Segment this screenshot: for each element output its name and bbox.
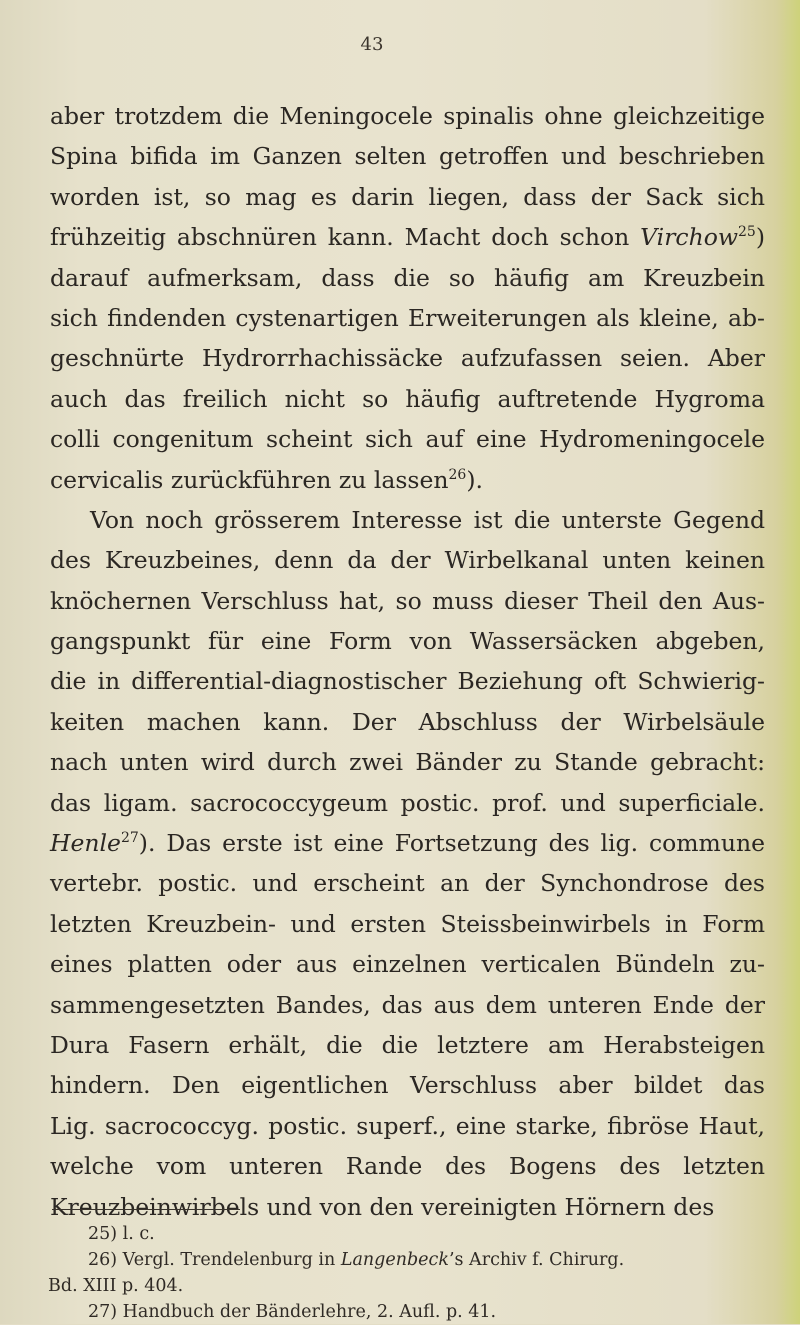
footnote-ref: 25 [738,224,756,241]
text-line: letzten Kreuzbein- und ersten Steissbeinwirbels in Form [50,909,765,938]
footnote-26 [48,1247,778,1273]
text-line: hindern. Den eigentlichen Verschluss aber bildet das [50,1071,765,1100]
text-line: nach unten wird durch zwei Bänder zu Stande gebracht: [50,748,765,777]
text-segment: ). Das erste ist eine Fortsetzung des lig. commune [138,829,765,858]
text-segment: frühzeitig abschnüren kann. Macht doch schon [50,223,641,252]
text-line [50,823,765,863]
text-line: Von noch grösserem Interesse ist die unterste Gegend [90,505,765,534]
text-segment: cervicalis zurückführen zu lassen [50,465,449,494]
footnote-25: 25) l. c. [88,1224,155,1244]
text-line: die in differential-diagnostischer Beziehung oft Schwierig- [50,667,765,696]
text-line: Lig. sacrococcyg. postic. superf., eine starke, fibröse Haut, [50,1111,765,1140]
text-line: aber trotzdem die Meningocele spinalis ohne gleichzeitige [50,102,765,130]
text-line: Spina bifida im Ganzen selten getroffen und beschrieben [50,142,765,171]
text-line [50,217,765,257]
footnote-ref: 27 [120,830,139,847]
text-line [50,460,765,500]
text-segment: ). [466,465,483,494]
body-text [50,96,765,1227]
text-line: darauf aufmerksam, dass die so häufig am Kreuzbein [50,263,765,292]
text-line: Kreuzbeinwirbels und von den vereinigten Hörnern des [50,1192,715,1221]
page-number: 43 [360,34,384,55]
text-line: vertebr. postic. und erscheint an der Synchondrose des [50,869,765,898]
footnote-divider [52,1209,240,1210]
author-name-langenbeck: Langenbeck [340,1250,449,1270]
text-line: auch das freilich nicht so häufig auftretende Hygroma [50,384,765,413]
text-line: geschnürte Hydrorrhachissäcke aufzufassen seien. Aber [50,344,765,373]
text-line: das ligam. sacrococcygeum postic. prof. und superficiale. [50,788,765,817]
text-line: sich findenden cystenartigen Erweiterungen als kleine, ab- [50,303,765,332]
footnote-27: 27) Handbuch der Bänderlehre, 2. Aufl. p. 41. [88,1302,497,1322]
text-segment: 26) Vergl. Trendelenburg in [88,1250,341,1270]
text-segment: ’s Archiv f. Chirurg. [448,1250,625,1270]
footnote-26-continued: Bd. XIII p. 404. [48,1276,184,1296]
text-line: welche vom unteren Rande des Bogens des letzten [50,1152,765,1181]
footnotes [48,1221,778,1325]
text-line: eines platten oder aus einzelnen verticalen Bündeln zu- [50,950,765,979]
text-line: gangspunkt für eine Form von Wassersäcken abgeben, [50,627,765,656]
text-line: sammengesetzten Bandes, das aus dem unteren Ende der [50,990,765,1019]
text-line: worden ist, so mag es darin liegen, dass der Sack sich [50,182,765,211]
text-line: knöchernen Verschluss hat, so muss dieser Theil den Aus- [50,586,765,615]
author-name-henle: Henle [50,829,121,858]
text-line: keiten machen kann. Der Abschluss der Wirbelsäule [50,707,765,736]
text-segment: ) [755,223,765,252]
text-line: colli congenitum scheint sich auf eine Hydromeningocele [50,425,765,454]
text-line: des Kreuzbeines, denn da der Wirbelkanal unten keinen [50,546,765,575]
author-name-virchow: Virchow [640,223,738,252]
footnote-ref: 26 [448,466,467,483]
text-line: Dura Fasern erhält, die die letztere am Herabsteigen [50,1030,765,1059]
